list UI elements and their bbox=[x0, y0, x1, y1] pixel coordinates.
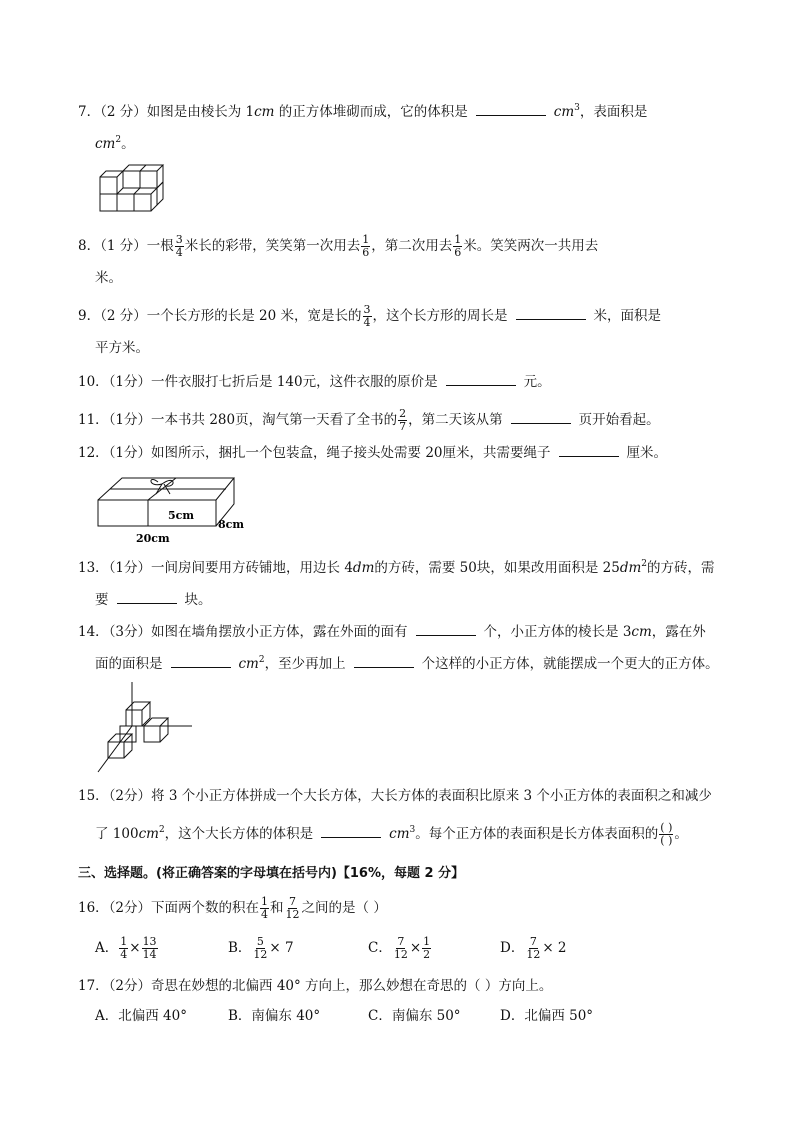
exponent: 2 bbox=[641, 559, 648, 569]
question-number: 13． bbox=[78, 560, 109, 576]
fraction: $\frac{7}{12}$ bbox=[285, 895, 300, 921]
question-text: 厘米。 bbox=[626, 445, 667, 461]
question-text: 。 bbox=[121, 136, 135, 152]
question-score: （1分） bbox=[108, 374, 152, 390]
question-text: ，第二天该从第 bbox=[408, 412, 503, 428]
unit: cm bbox=[389, 826, 410, 842]
question-text: 奇思在妙想的北偏西 40° 方向上，那么妙想在奇思的（ ）方向上。 bbox=[151, 978, 553, 994]
question-16 bbox=[78, 896, 728, 921]
question-text: ，表面积是 bbox=[579, 104, 648, 120]
question-number: 11． bbox=[78, 412, 109, 428]
question-number: 8． bbox=[78, 238, 101, 254]
fraction: $\frac{3}{4}$ bbox=[363, 303, 371, 329]
option-a[interactable]: A．北偏西 40° bbox=[95, 1008, 187, 1024]
unit: cm bbox=[553, 104, 575, 120]
answer-blank[interactable] bbox=[416, 622, 476, 636]
fraction: $\frac{1}{4}$ bbox=[261, 895, 269, 921]
question-11 bbox=[78, 408, 728, 433]
question-text: 个，小正方体的棱长是 3 bbox=[483, 624, 632, 640]
answer-blank[interactable] bbox=[476, 102, 546, 116]
question-text: 一间房间要用方砖铺地，用边长 4 bbox=[151, 560, 353, 576]
question-text: 一件衣服打七折后是 140元，这件衣服的原价是 bbox=[151, 374, 438, 390]
question-score: （1分） bbox=[108, 445, 152, 461]
exponent: 2 bbox=[258, 655, 265, 665]
option-c[interactable]: C． $\frac{7}{12}$ × $\frac{1}{2}$ bbox=[368, 935, 431, 961]
question-score: （2分） bbox=[108, 900, 152, 916]
question-text: 面的面积是 bbox=[95, 656, 163, 672]
question-9-continuation bbox=[95, 338, 149, 358]
exponent: 3 bbox=[574, 103, 580, 113]
option-b[interactable]: B． $\frac{5}{12}$ × 7 bbox=[228, 935, 294, 961]
question-text: 的方砖，需要 50块，如果改用面积是 25 bbox=[374, 560, 620, 576]
fraction: $\frac{1}{6}$ bbox=[362, 233, 370, 259]
unit: cm bbox=[238, 656, 259, 672]
question-text: ，露在外 bbox=[651, 624, 706, 640]
question-text: 米长的彩带，笑笑第一次用去 bbox=[184, 238, 361, 254]
unit: cm bbox=[631, 624, 652, 640]
question-text: ，第二次用去 bbox=[371, 238, 453, 254]
answer-blank[interactable] bbox=[559, 443, 619, 457]
answer-blank[interactable] bbox=[117, 590, 177, 604]
unit: cm bbox=[138, 826, 159, 842]
fraction-blank[interactable]: $\frac{( )}{( )}$ bbox=[660, 821, 673, 847]
unit: cm bbox=[95, 136, 116, 152]
question-9 bbox=[78, 304, 728, 329]
question-14 bbox=[78, 622, 728, 642]
question-text: ，这个大长方体的体积是 bbox=[164, 826, 314, 842]
exponent: 3 bbox=[409, 825, 416, 835]
unit: dm bbox=[352, 560, 375, 576]
question-13-continuation bbox=[95, 590, 212, 610]
option-d[interactable]: D．北偏西 50° bbox=[500, 1008, 594, 1024]
answer-blank[interactable] bbox=[516, 306, 586, 320]
question-text: 个这样的小正方体，就能摆成一个更大的正方体。 bbox=[421, 656, 719, 672]
question-12 bbox=[78, 443, 728, 463]
question-text: 块。 bbox=[184, 592, 212, 608]
question-10 bbox=[78, 372, 728, 392]
box-width-label: 8cm bbox=[218, 518, 244, 531]
box-length-label: 20cm bbox=[136, 532, 170, 545]
question-15-continuation bbox=[95, 822, 688, 847]
question-score: （1 分） bbox=[100, 238, 147, 254]
question-14-continuation bbox=[95, 654, 719, 674]
question-score: （1分） bbox=[108, 560, 152, 576]
question-text: 如图所示，捆扎一个包装盒，绳子接头处需要 20厘米，共需要绳子 bbox=[151, 445, 551, 461]
answer-blank[interactable] bbox=[171, 654, 231, 668]
answer-blank[interactable] bbox=[446, 372, 516, 386]
question-text: 一根 bbox=[146, 238, 174, 254]
question-17 bbox=[78, 976, 728, 996]
question-score: （3分） bbox=[108, 624, 152, 640]
question-text: ，至少再加上 bbox=[264, 656, 346, 672]
question-text: 如图在墙角摆放小正方体，露在外面的面有 bbox=[151, 624, 408, 640]
section-heading: 三、选择题。(将正确答案的字母填在括号内)【16%，每题 2 分】 bbox=[78, 866, 465, 881]
cube-stack-figure bbox=[98, 158, 168, 218]
question-7 bbox=[78, 102, 728, 122]
question-text: 。 bbox=[674, 826, 688, 842]
question-number: 14． bbox=[78, 624, 109, 640]
option-c[interactable]: C．南偏东 50° bbox=[368, 1008, 461, 1024]
question-15 bbox=[78, 786, 728, 806]
question-text: 了 100 bbox=[95, 826, 139, 842]
question-text: 页开始看起。 bbox=[578, 412, 660, 428]
option-b[interactable]: B．南偏东 40° bbox=[228, 1008, 321, 1024]
option-a[interactable]: A． $\frac{1}{4}$ × $\frac{13}{14}$ bbox=[95, 935, 157, 961]
question-score: （2 分） bbox=[100, 104, 147, 120]
question-text: 如图是由棱长为 1 bbox=[146, 104, 255, 120]
question-text: 米。笑笑两次一共用去 bbox=[463, 238, 599, 254]
question-text: 一本书共 280页，淘气第一天看了全书的 bbox=[151, 412, 398, 428]
unit: cm bbox=[254, 104, 275, 120]
question-text: 元。 bbox=[523, 374, 551, 390]
question-score: （2分） bbox=[108, 978, 152, 994]
fraction: $\frac{3}{4}$ bbox=[175, 233, 183, 259]
fraction: $\frac{2}{7}$ bbox=[399, 407, 407, 433]
answer-blank[interactable] bbox=[354, 654, 414, 668]
answer-blank[interactable] bbox=[511, 410, 571, 424]
question-8 bbox=[78, 234, 728, 259]
question-number: 9． bbox=[78, 308, 101, 324]
question-7-continuation bbox=[95, 134, 135, 154]
question-number: 15． bbox=[78, 788, 109, 804]
question-text: 。每个正方体的表面积是长方体表面积的 bbox=[415, 826, 659, 842]
gift-box-figure bbox=[96, 474, 256, 546]
question-score: （2分） bbox=[108, 788, 152, 804]
question-text: 将 3 个小正方体拼成一个大长方体，大长方体的表面积比原来 3 个小正方体的表面积之和减少 bbox=[151, 788, 712, 804]
question-text: 和 bbox=[270, 900, 284, 916]
exponent: 2 bbox=[115, 135, 122, 145]
question-8-continuation bbox=[95, 268, 122, 288]
question-score: （1分） bbox=[108, 412, 152, 428]
corner-cubes-figure bbox=[92, 680, 202, 778]
answer-blank[interactable] bbox=[321, 824, 381, 838]
question-text: 下面两个数的积在 bbox=[151, 900, 260, 916]
question-number: 12． bbox=[78, 445, 109, 461]
question-text: 米，面积是 bbox=[593, 308, 661, 324]
fraction: $\frac{1}{6}$ bbox=[454, 233, 462, 259]
question-text: 的方砖，需 bbox=[647, 560, 715, 576]
question-text: 平方米。 bbox=[95, 340, 149, 356]
question-number: 7． bbox=[78, 104, 101, 120]
question-number: 10． bbox=[78, 374, 109, 390]
question-text: 一个长方形的长是 20 米，宽是长的 bbox=[146, 308, 362, 324]
question-text: 之间的是（ ） bbox=[301, 900, 387, 916]
question-number: 17． bbox=[78, 978, 109, 994]
exponent: 2 bbox=[158, 825, 165, 835]
question-text: 要 bbox=[95, 592, 109, 608]
question-number: 16． bbox=[78, 900, 109, 916]
question-13 bbox=[78, 558, 728, 578]
question-text: ，这个长方形的周长是 bbox=[372, 308, 508, 324]
question-score: （2 分） bbox=[100, 308, 147, 324]
box-height-label: 5cm bbox=[168, 509, 194, 522]
question-text: 米。 bbox=[95, 270, 122, 286]
question-text: 的正方体堆砌而成，它的体积是 bbox=[274, 104, 468, 120]
unit: dm bbox=[619, 560, 642, 576]
option-d[interactable]: D． $\frac{7}{12}$ × 2 bbox=[500, 935, 567, 961]
